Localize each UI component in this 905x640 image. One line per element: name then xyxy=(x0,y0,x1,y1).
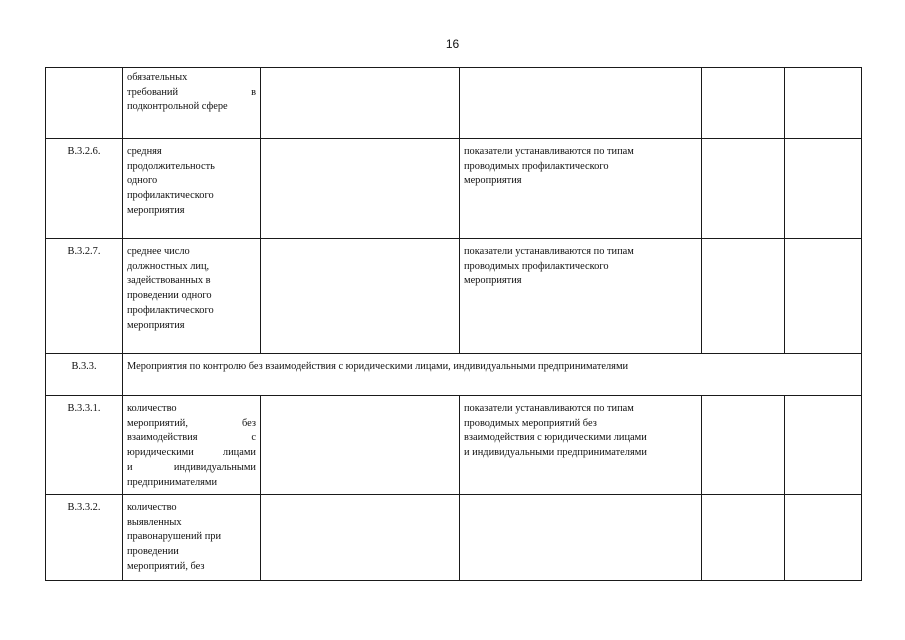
note-line: мероприятия xyxy=(464,175,522,187)
name-line: количество xyxy=(127,403,177,414)
name-line: мероприятия xyxy=(127,319,185,331)
name-line: профилактического xyxy=(127,304,214,316)
note-line: проводимых профилактического xyxy=(464,260,609,272)
row-name xyxy=(123,68,261,139)
name-line: среднее число xyxy=(127,246,190,257)
note-line: проводимых мероприятий без xyxy=(464,417,597,429)
name-line: проведении одного xyxy=(127,290,212,302)
name-line: выявленных xyxy=(127,516,182,528)
row-value-cell xyxy=(261,396,460,495)
name-line: мероприятий, без xyxy=(127,417,256,429)
row-empty-cell xyxy=(702,239,785,354)
row-empty-cell xyxy=(702,495,785,581)
name-line: продолжительность xyxy=(127,160,215,172)
name-line: требований в xyxy=(127,86,256,98)
name-line: средняя xyxy=(127,146,162,157)
name-line: задействованных в xyxy=(127,275,211,287)
row-code: В.3.3.1. xyxy=(46,396,123,495)
row-empty-cell xyxy=(785,396,862,495)
table-row xyxy=(46,68,862,139)
name-line: и индивидуальными xyxy=(127,461,256,473)
row-empty-cell xyxy=(785,239,862,354)
row-empty-cell xyxy=(702,68,785,139)
note-line: взаимодействия с юридическими лицами xyxy=(464,432,647,444)
row-code: В.3.3.2. xyxy=(46,495,123,581)
name-line: взаимодействия с xyxy=(127,432,256,444)
name-line: проведении xyxy=(127,546,179,558)
table-row xyxy=(46,139,862,239)
row-note xyxy=(460,239,702,354)
indicators-table xyxy=(45,67,862,581)
row-value-cell xyxy=(261,139,460,239)
note-line: показатели устанавливаются по типам xyxy=(464,246,634,257)
row-code: В.3.2.7. xyxy=(46,239,123,354)
row-empty-cell xyxy=(785,495,862,581)
row-note xyxy=(460,396,702,495)
note-line: показатели устанавливаются по типам xyxy=(464,403,634,414)
row-empty-cell xyxy=(702,396,785,495)
row-note xyxy=(460,139,702,239)
name-line: юридическими лицами xyxy=(127,447,256,459)
note-line: мероприятия xyxy=(464,275,522,287)
name-line: мероприятий, без xyxy=(127,560,205,572)
name-line: правонарушений при xyxy=(127,531,222,543)
row-code: В.3.2.6. xyxy=(46,139,123,239)
row-value-cell xyxy=(261,68,460,139)
name-line: мероприятия xyxy=(127,204,185,216)
row-note xyxy=(460,68,702,139)
note-line: показатели устанавливаются по типам xyxy=(464,146,634,157)
row-note xyxy=(460,495,702,581)
section-title: Мероприятия по контролю без взаимодействия с юридическими лицами, индивидуальными предпринимателями xyxy=(123,354,862,396)
name-line: одного xyxy=(127,175,158,187)
row-empty-cell xyxy=(785,68,862,139)
section-row xyxy=(46,354,862,396)
row-value-cell xyxy=(261,495,460,581)
table-row xyxy=(46,239,862,354)
page-number: 16 xyxy=(445,37,460,51)
row-name xyxy=(123,396,261,495)
name-line: обязательных xyxy=(127,72,188,83)
row-name xyxy=(123,239,261,354)
name-line: количество xyxy=(127,502,177,513)
name-line: предпринимателями xyxy=(127,476,218,488)
row-value-cell xyxy=(261,239,460,354)
row-code xyxy=(46,68,123,139)
table-row xyxy=(46,396,862,495)
name-line: должностных лиц, xyxy=(127,260,210,272)
row-empty-cell xyxy=(785,139,862,239)
name-line: подконтрольной сфере xyxy=(127,101,228,113)
row-empty-cell xyxy=(702,139,785,239)
table-row xyxy=(46,495,862,581)
note-line: и индивидуальными предпринимателями xyxy=(464,447,647,459)
row-name xyxy=(123,139,261,239)
section-code: В.3.3. xyxy=(46,354,123,396)
row-name xyxy=(123,495,261,581)
note-line: проводимых профилактического xyxy=(464,160,609,172)
name-line: профилактического xyxy=(127,190,214,202)
